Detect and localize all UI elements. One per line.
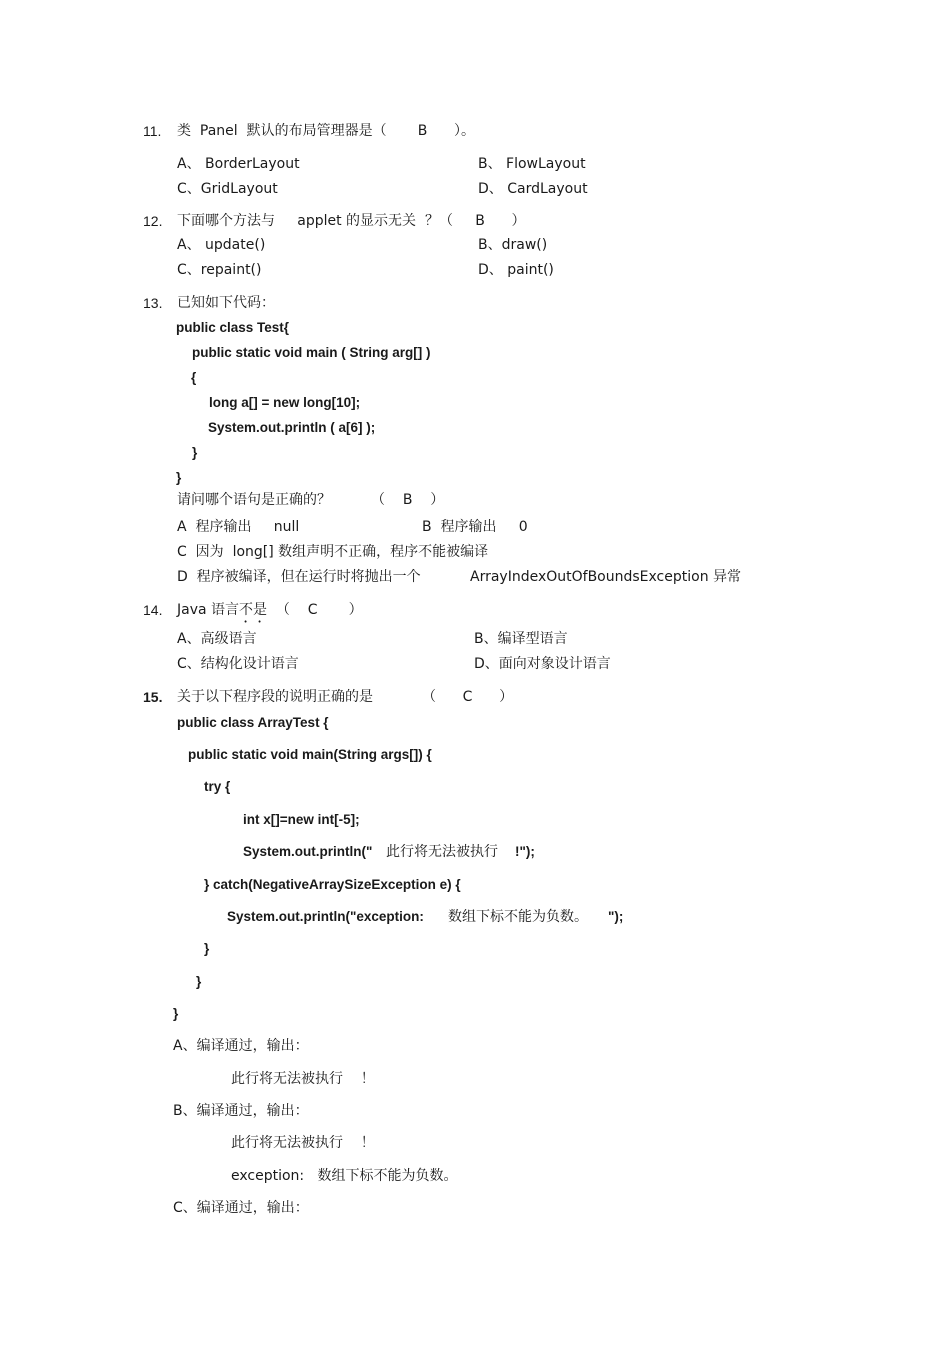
q15-option-b: B、编译通过，输出：	[173, 1103, 309, 1119]
q14-stem-pre: Java 语言	[177, 602, 240, 618]
q15-code-line: System.out.println("exception:	[227, 909, 424, 924]
q14-number: 14.	[143, 602, 163, 618]
q12-number: 12.	[143, 213, 163, 229]
q13-code-line: public static void main ( String arg[] )	[192, 345, 431, 360]
q11-option-b: B、 FlowLayout	[478, 156, 586, 172]
q14-stem-emphasis: 不是	[239, 602, 268, 618]
q14-stem-post: （ C ）	[267, 602, 363, 618]
q13-code-line: long a[] = new long[10];	[209, 395, 361, 410]
q12-option-b: B、draw()	[478, 237, 548, 253]
q14-stem	[177, 601, 363, 626]
q13-option-a: A 程序输出 null	[177, 519, 300, 535]
q13-number: 13.	[143, 295, 163, 311]
q15-code-string: 数组下标不能为负数。	[448, 909, 588, 925]
q13-code-line: }	[192, 445, 198, 460]
q14-option-c: C、结构化设计语言	[177, 656, 299, 672]
q15-option-a-output: 此行将无法被执行 ！	[231, 1071, 375, 1087]
q15-code-line: ");	[608, 909, 624, 924]
q13-code-line: System.out.println ( a[6] );	[208, 420, 376, 435]
q15-code-string: 此行将无法被执行	[386, 844, 498, 860]
q15-code-line: }	[196, 974, 202, 989]
q13-option-b: B 程序输出 0	[422, 519, 528, 535]
q14-option-d: D、面向对象设计语言	[474, 656, 611, 672]
q12-option-a: A、 update()	[177, 237, 266, 253]
q15-option-b-output: exception: 数组下标不能为负数。	[231, 1168, 458, 1184]
q12-stem: 下面哪个方法与 applet 的显示无关 ？（ B ）	[177, 213, 526, 229]
q13-option-d: D 程序被编译，但在运行时将抛出一个	[177, 569, 421, 585]
q15-stem: 关于以下程序段的说明正确的是 （ C ）	[177, 689, 514, 705]
q15-number: 15.	[143, 689, 163, 705]
q12-option-c: C、repaint()	[177, 262, 262, 278]
q11-number: 11.	[143, 123, 162, 139]
q15-option-a: A、编译通过，输出：	[173, 1038, 309, 1054]
q13-option-c: C 因为 long[] 数组声明不正确，程序不能被编译	[177, 544, 489, 560]
q15-code-line: try {	[204, 779, 231, 794]
q15-code-line: }	[173, 1006, 179, 1021]
q14-option-a: A、高级语言	[177, 631, 257, 647]
q15-option-c: C、编译通过，输出：	[173, 1200, 309, 1216]
q15-code-line: public class ArrayTest {	[177, 715, 329, 730]
q15-code-line: !");	[515, 844, 535, 859]
q15-code-line: public static void main(String args[]) {	[188, 747, 432, 762]
q15-code-line: }	[204, 941, 210, 956]
q15-code-line: int x[]=new int[-5];	[243, 812, 360, 827]
q13-code-line: {	[191, 370, 197, 385]
q13-option-d-suffix: 异常	[713, 569, 741, 585]
q13-stem: 已知如下代码：	[177, 295, 275, 311]
q13-code-line: }	[176, 470, 182, 485]
q13-option-d-exception: ArrayIndexOutOfBoundsException	[470, 569, 709, 585]
q11-option-c: C、GridLayout	[177, 181, 278, 197]
q13-code-line: public class Test{	[176, 320, 290, 335]
q15-code-line: } catch(NegativeArraySizeException e) {	[204, 877, 461, 892]
q12-option-d: D、 paint()	[478, 262, 554, 278]
q11-stem: 类 Panel 默认的布局管理器是（ B ）。	[177, 123, 476, 139]
q11-option-d: D、 CardLayout	[478, 181, 588, 197]
q11-option-a: A、 BorderLayout	[177, 156, 300, 172]
q15-code-line: System.out.println("	[243, 844, 373, 859]
q13-question: 请问哪个语句是正确的？ （ B ）	[177, 492, 445, 508]
q15-option-b-output: 此行将无法被执行 ！	[231, 1135, 375, 1151]
q14-option-b: B、编译型语言	[474, 631, 568, 647]
